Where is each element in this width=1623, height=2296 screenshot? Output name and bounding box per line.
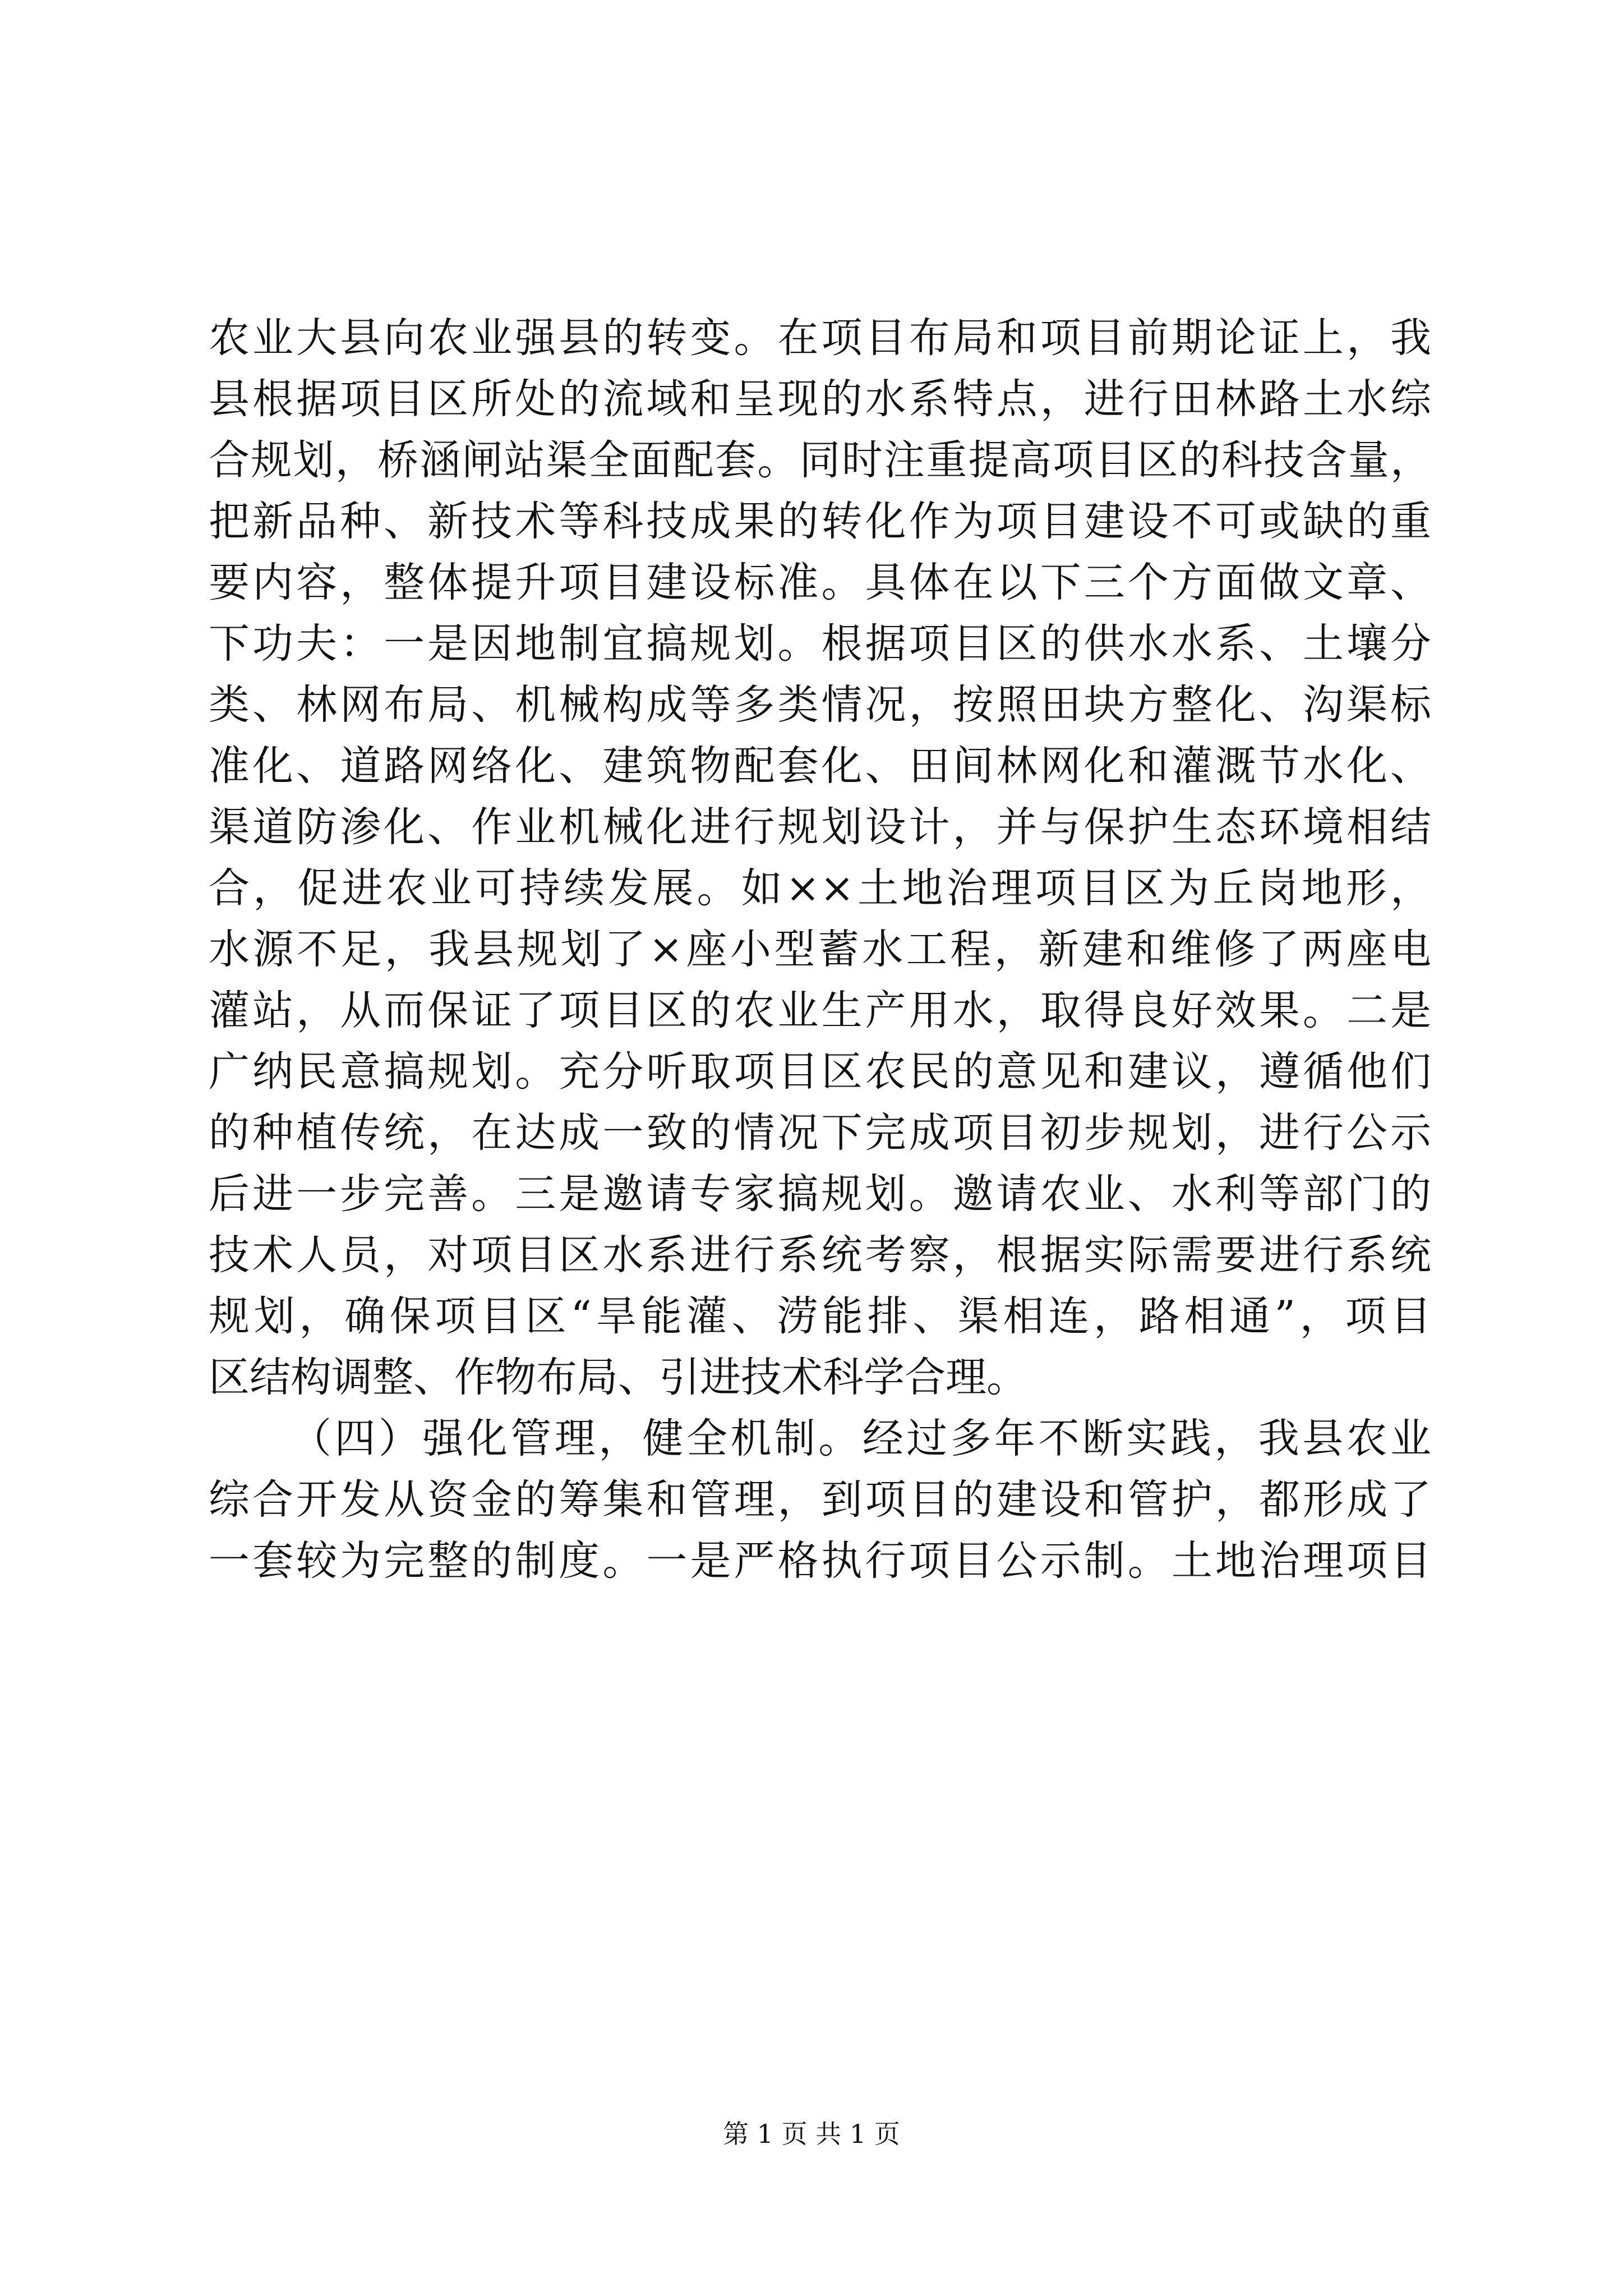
body-line: 广纳民意搞规划。充分听取项目区农民的意见和建议，遵循他们 [209, 1048, 1431, 1096]
body-line: 合规划，桥涵闸站渠全面配套。同时注重提高项目区的科技含量， [209, 436, 1431, 484]
body-line: 合，促进农业可持续发展。如××土地治理项目区为丘岗地形， [209, 864, 1431, 912]
body-line: 区结构调整、作物布局、引进技术科学合理。 [209, 1354, 1027, 1401]
document-body [209, 307, 1431, 1591]
body-line: 农业大县向农业强县的转变。在项目布局和项目前期论证上，我 [209, 314, 1431, 362]
body-line: 后进一步完善。三是邀请专家搞规划。邀请农业、水利等部门的 [209, 1170, 1431, 1218]
body-line: 渠道防渗化、作业机械化进行规划设计，并与保护生态环境相结 [209, 803, 1431, 851]
body-line: 综合开发从资金的筹集和管理，到项目的建设和管护，都形成了 [209, 1476, 1431, 1524]
body-line: 县根据项目区所处的流域和呈现的水系特点，进行田林路土水综 [209, 375, 1431, 423]
body-line: 灌站，从而保证了项目区的农业生产用水，取得良好效果。二是 [209, 987, 1431, 1034]
body-line: 要内容，整体提升项目建设标准。具体在以下三个方面做文章、 [209, 559, 1431, 606]
body-line: 把新品种、新技术等科技成果的转化作为项目建设不可或缺的重 [209, 498, 1431, 545]
body-line: 的种植传统，在达成一致的情况下完成项目初步规划，进行公示 [209, 1109, 1431, 1157]
body-line: 下功夫：一是因地制宜搞规划。根据项目区的供水水系、土壤分 [209, 620, 1431, 668]
body-line: 规划，确保项目区“旱能灌、涝能排、渠相连，路相通”，项目 [209, 1292, 1431, 1340]
body-line: 技术人员，对项目区水系进行系统考察，根据实际需要进行系统 [209, 1231, 1431, 1279]
body-line: 准化、道路网络化、建筑物配套化、田间林网化和灌溉节水化、 [209, 742, 1431, 790]
body-line: 类、林网布局、机械构成等多类情况，按照田块方整化、沟渠标 [209, 681, 1431, 729]
section-heading-line: （四）强化管理，健全机制。经过多年不断实践，我县农业 [291, 1415, 1431, 1462]
page-footer: 第 1 页 共 1 页 [723, 2119, 900, 2149]
body-line: 水源不足，我县规划了×座小型蓄水工程，新建和维修了两座电 [209, 926, 1431, 973]
body-line: 一套较为完整的制度。一是严格执行项目公示制。土地治理项目 [209, 1537, 1431, 1585]
